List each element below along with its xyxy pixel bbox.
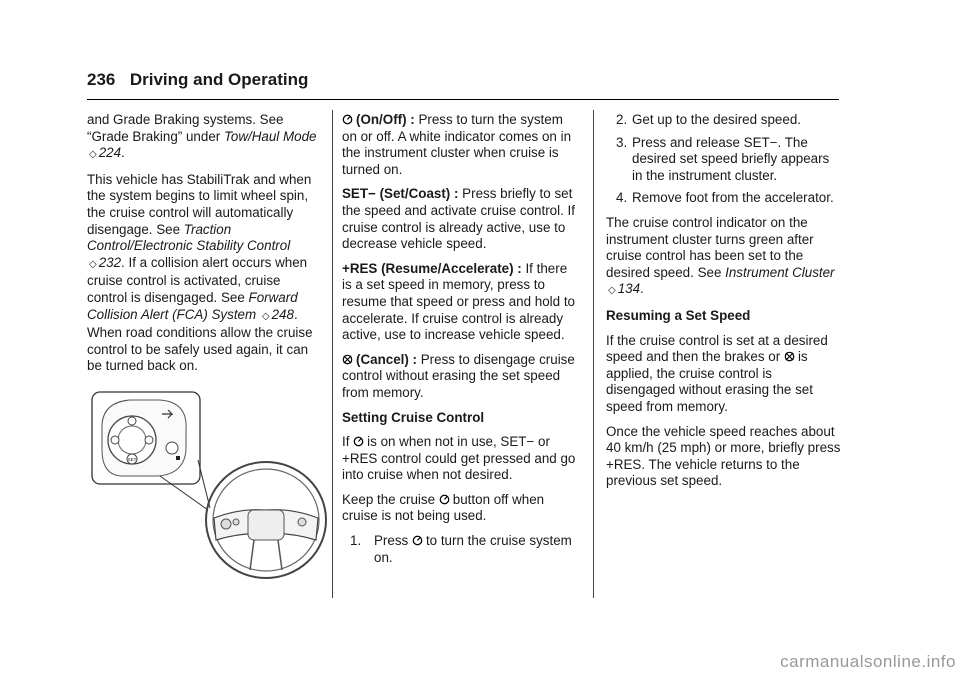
page-ref[interactable]: 248 (271, 306, 294, 322)
link-forward-collision-alert[interactable]: Forward Collision Alert (FCA) System (87, 289, 298, 322)
text: Remove foot from the accelerator. (632, 190, 834, 206)
res-description (342, 261, 578, 344)
page-ref-arrow-icon: ◇ (89, 149, 97, 161)
page-ref[interactable]: 224 (98, 145, 122, 161)
paragraph-stabilitrak (87, 172, 317, 375)
page-ref-arrow-icon: ◇ (261, 310, 270, 322)
steering-wheel-controls-figure (90, 390, 328, 580)
text: is applied, the cruise control is disengaged without erasing the set speed from memory. (606, 349, 813, 414)
link-traction-control[interactable]: Traction Control/Electronic Stability Control (87, 221, 291, 254)
text: If the cruise control is set at a desired speed and then the brakes or (606, 332, 828, 365)
term-set: SET− (Set/Coast) : (342, 186, 459, 202)
text: Press to disengage cruise control without erasing the set speed from memory. (342, 351, 575, 400)
text: If there is a set speed in memory, press to resume that speed or press and hold to accelerate. If cruise control is already active, use to increase vehicle speed. (342, 260, 575, 343)
text: is on when not in use, SET− or +RES control could get pressed and go into cruise when not desired. (342, 434, 576, 483)
text: Press to turn the system on or off. A white indicator comes on in the instrument cluster when cruise is turned on. (342, 112, 572, 177)
page-ref[interactable]: 232 (98, 254, 122, 270)
cancel-icon (784, 351, 795, 362)
text: button off when cruise is not being used. (342, 491, 545, 524)
cruise-onoff-icon (439, 494, 450, 505)
text: This vehicle has StabiliTrak and when the system begins to limit wheel spin, the cruise control will automatically disengage. See (87, 171, 312, 237)
text: and Grade Braking systems. See “Grade Braking” under (87, 112, 284, 144)
set-button-label: SET (127, 457, 137, 462)
text: Get up to the desired speed. (632, 112, 801, 127)
text: Keep the cruise (342, 491, 439, 507)
text: Press briefly to set the speed and activate cruise control. If cruise control is already active, use to decrease vehicle speed. (342, 186, 575, 252)
page-ref[interactable]: 134 (617, 281, 641, 297)
text: . If a collision alert occurs when cruise control is activated, cruise control is disengaged. See (87, 254, 308, 305)
setting-paragraph-1 (342, 434, 578, 484)
setting-steps-continued (606, 112, 842, 207)
list-item (606, 190, 842, 207)
onoff-description (342, 112, 578, 178)
term-cancel: (Cancel) : (356, 351, 418, 367)
section-title: Driving and Operating (129, 70, 309, 89)
term-onoff: (On/Off) : (356, 112, 415, 127)
column-2 (342, 112, 578, 574)
column-divider (332, 110, 333, 598)
page-header (87, 70, 839, 90)
step-number: 2. (616, 112, 628, 127)
term-res: +RES (Resume/Accelerate) : (342, 260, 522, 276)
text: . (121, 145, 125, 161)
page-number: 236 (87, 70, 116, 89)
column-divider (593, 110, 594, 598)
text: . (640, 281, 644, 297)
cruise-onoff-icon (412, 535, 423, 546)
column-3 (606, 112, 842, 498)
column-1 (87, 112, 317, 383)
set-description (342, 186, 578, 252)
indicator-paragraph (606, 215, 842, 300)
text: Press and release SET−. The desired set speed briefly appears in the instrument cluster. (632, 134, 830, 183)
text: Press (374, 533, 412, 549)
list-item (342, 533, 578, 566)
heading-resuming-speed: Resuming a Set Speed (606, 307, 751, 323)
list-item (606, 112, 842, 129)
text: . When road conditions allow the cruise control to be safely used again, it can be turned back on. (87, 306, 313, 374)
cancel-description (342, 352, 578, 402)
resume-paragraph-2: Once the vehicle speed reaches about 40 km/h (25 mph) or more, briefly press +RES. The vehicle returns to the previous set speed. (606, 423, 841, 489)
link-tow-haul-mode[interactable]: Tow/Haul Mode (223, 128, 317, 144)
text: The cruise control indicator on the instrument cluster turns green after cruise control has been set to the desired speed. See (606, 214, 814, 280)
page-ref-arrow-icon: ◇ (89, 258, 97, 270)
heading-setting-cruise: Setting Cruise Control (342, 409, 485, 425)
resume-paragraph-1 (606, 333, 842, 416)
page-ref-arrow-icon: ◇ (608, 285, 616, 297)
setting-paragraph-2 (342, 492, 578, 525)
steering-wheel-illustration (90, 390, 328, 580)
text: to turn the cruise system on. (374, 533, 572, 565)
step-number: 3. (616, 134, 628, 150)
header-rule (87, 99, 839, 100)
cruise-onoff-icon (353, 436, 364, 447)
list-item (606, 135, 842, 185)
link-instrument-cluster[interactable]: Instrument Cluster (725, 264, 835, 280)
cancel-icon (342, 354, 353, 365)
step-number: 4. (616, 190, 628, 206)
step-number: 1. (350, 533, 362, 549)
text: If (342, 434, 354, 450)
paragraph-grade-braking (87, 112, 317, 164)
cruise-onoff-icon (342, 114, 353, 125)
watermark: carmanualsonline.info (780, 652, 956, 671)
setting-steps (342, 533, 578, 566)
